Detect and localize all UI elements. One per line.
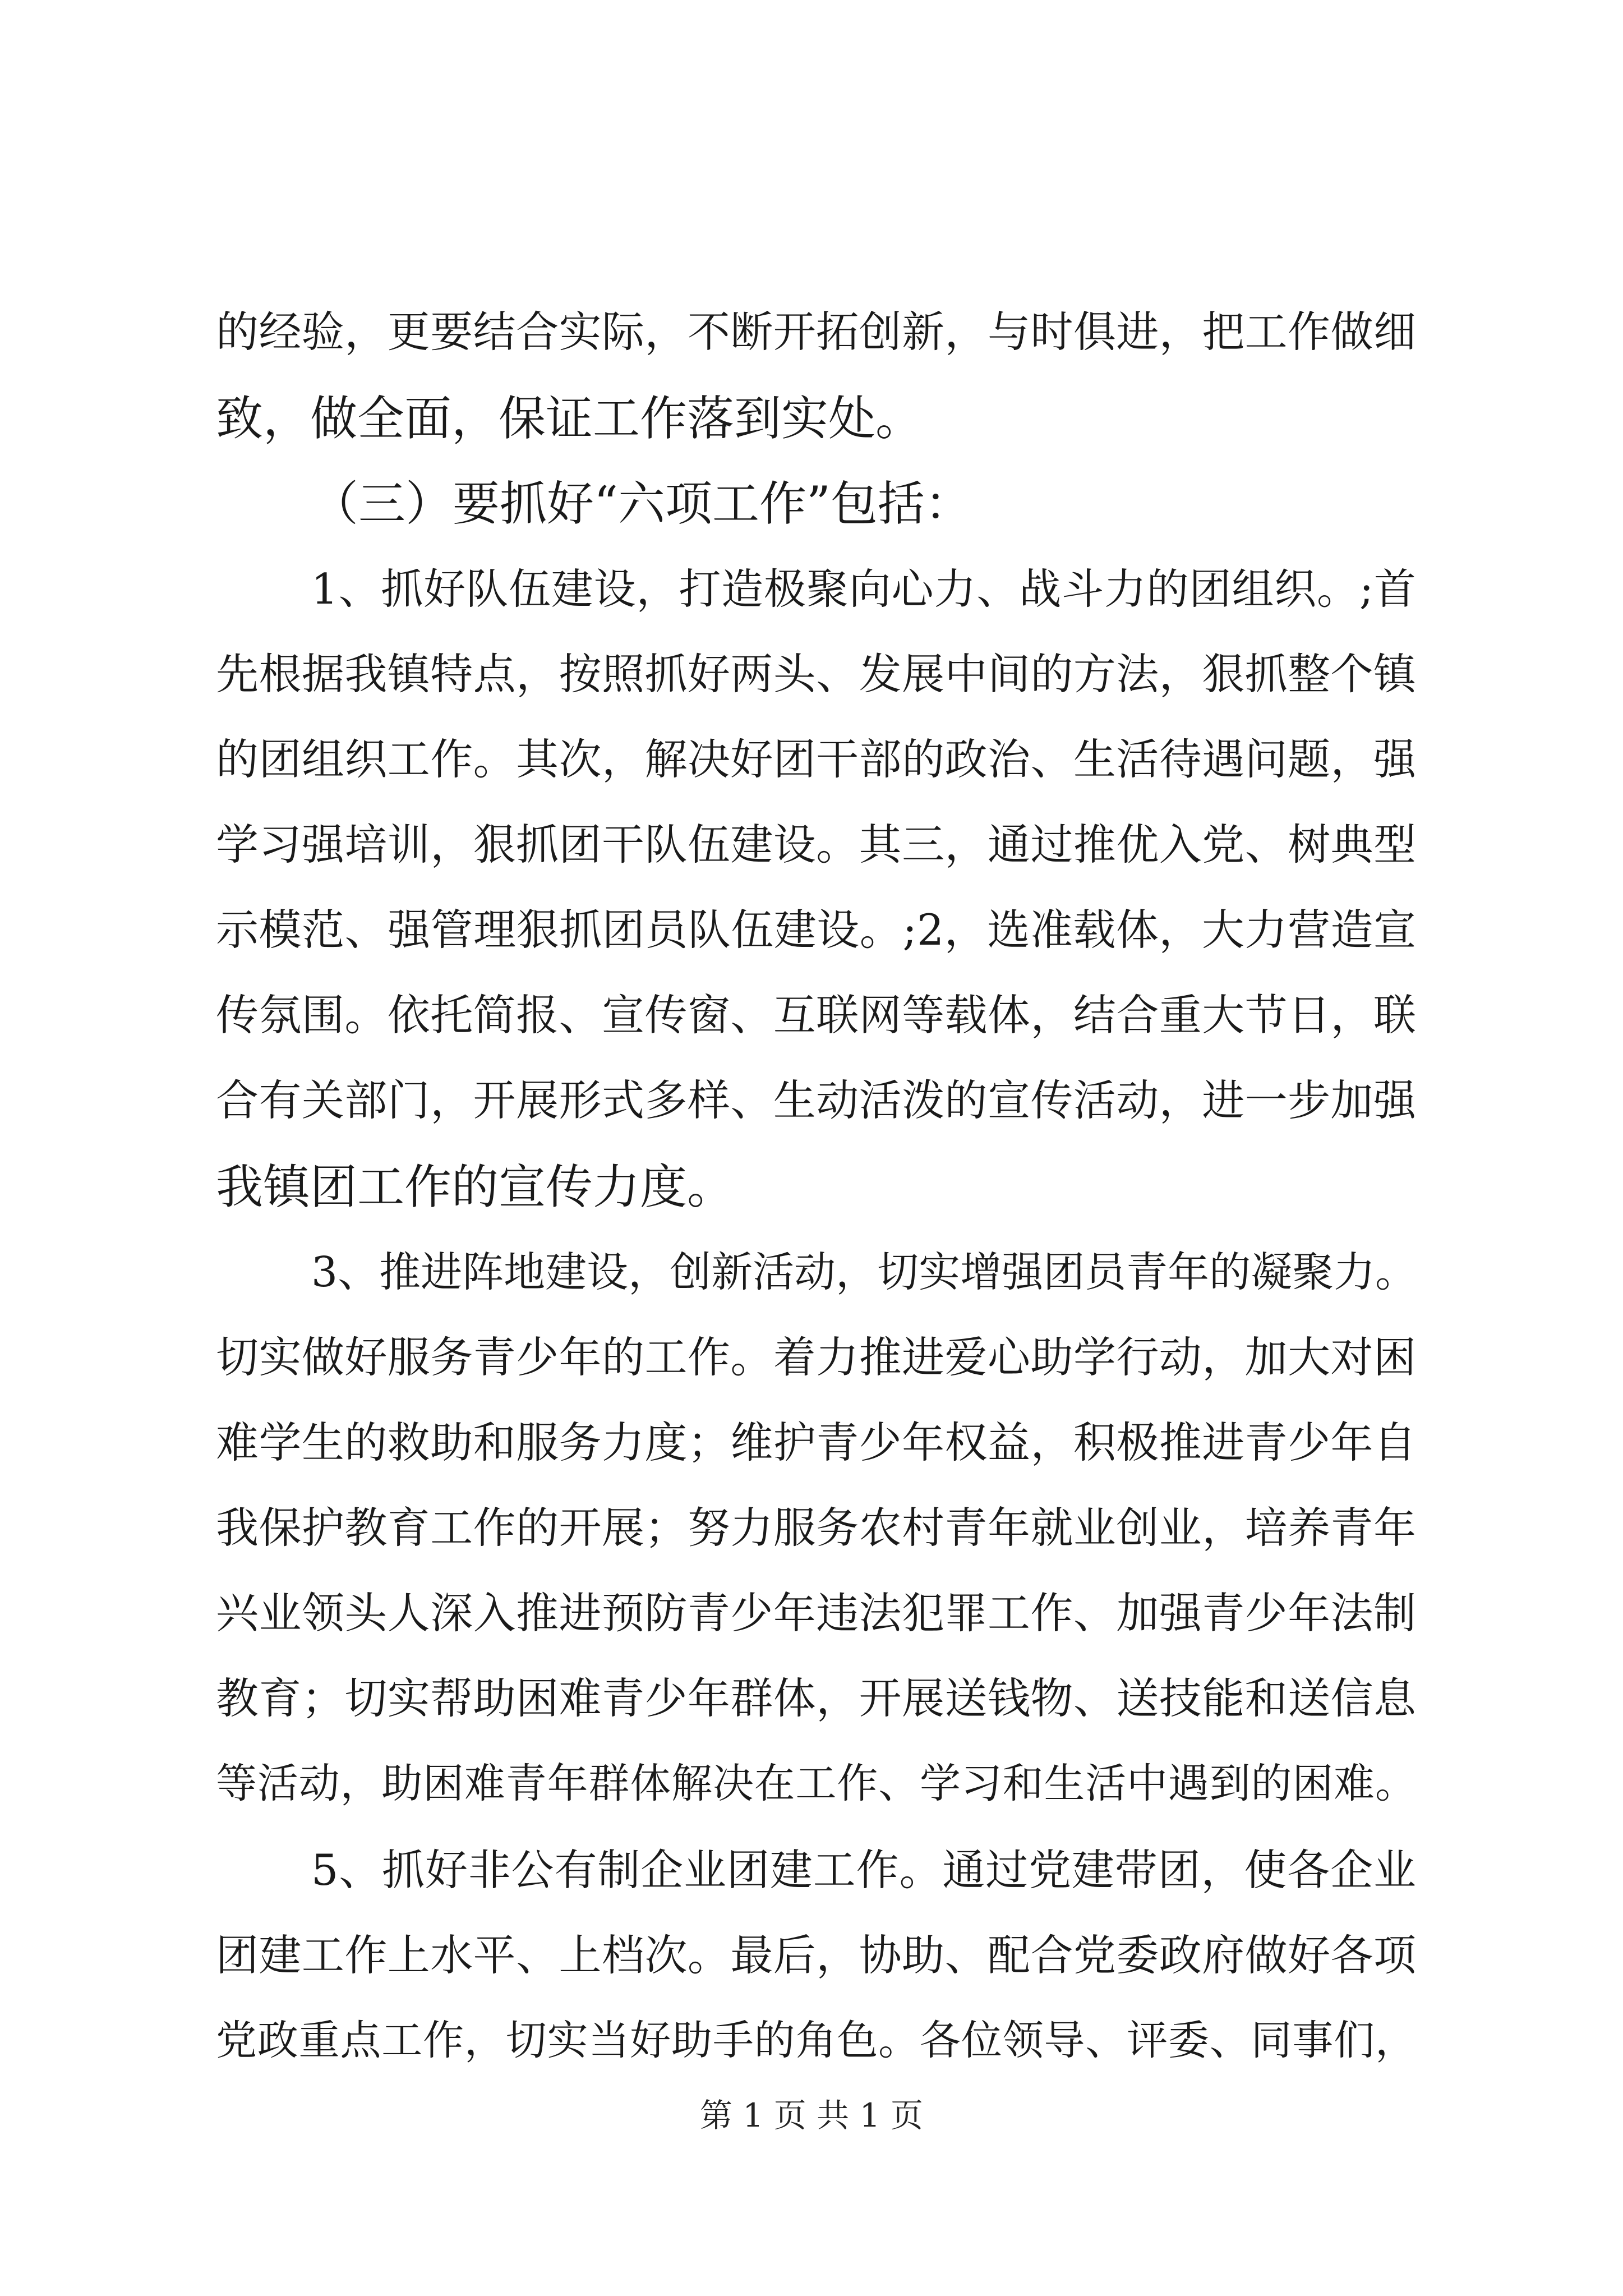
paragraph-line: 的团组织工作。其次，解决好团干部的政治、生活待遇问题，强 xyxy=(216,734,1416,784)
paragraph-line: 合有关部门，开展形式多样、生动活泼的宣传活动，进一步加强 xyxy=(216,1075,1416,1125)
paragraph-line: 3、推进阵地建设，创新活动，切实增强团员青年的凝聚力。 xyxy=(311,1248,1417,1296)
paragraph-line: 难学生的救助和服务力度；维护青少年权益，积极推进青少年自 xyxy=(216,1418,1416,1467)
paragraph-line: 先根据我镇特点，按照抓好两头、发展中间的方法，狠抓整个镇 xyxy=(216,649,1416,699)
paragraph-line: 传氛围。依托简报、宣传窗、互联网等载体，结合重大节日，联 xyxy=(216,990,1416,1040)
paragraph-line: 等活动，助困难青年群体解决在工作、学习和生活中遇到的困难。 xyxy=(216,1760,1416,1807)
paragraph-line: 1、抓好队伍建设，打造极聚向心力、战斗力的团组织。;首 xyxy=(311,564,1416,614)
paragraph-line: 学习强培训，狠抓团干队伍建设。其三，通过推优入党、树典型 xyxy=(216,820,1416,869)
paragraph-line: 切实做好服务青少年的工作。着力推进爱心助学行动，加大对困 xyxy=(216,1332,1416,1382)
paragraph-line: 我镇团工作的宣传力度。 xyxy=(216,1159,735,1214)
paragraph-line: 示模范、强管理狠抓团员队伍建设。;2，选准载体，大力营造宣 xyxy=(216,905,1416,955)
paragraph-line: 团建工作上水平、上档次。最后，协助、配合党委政府做好各项 xyxy=(216,1930,1416,1980)
paragraph-line: 党政重点工作，切实当好助手的角色。各位领导、评委、同事们， xyxy=(216,2017,1416,2064)
paragraph-line: 兴业领头人深入推进预防青少年违法犯罪工作、加强青少年法制 xyxy=(216,1588,1416,1638)
paragraph-line: 致，做全面，保证工作落到实处。 xyxy=(216,391,923,446)
section-heading: （三）要抓好“六项工作”包括： xyxy=(311,476,972,531)
paragraph-line: 的经验，更要结合实际，不断开拓创新，与时俱进，把工作做细 xyxy=(216,307,1416,357)
paragraph-line: 我保护教育工作的开展；努力服务农村青年就业创业，培养青年 xyxy=(216,1503,1416,1553)
paragraph-line: 5、抓好非公有制企业团建工作。通过党建带团，使各企业 xyxy=(311,1845,1416,1895)
paragraph-line: 教育；切实帮助困难青少年群体，开展送钱物、送技能和送信息 xyxy=(216,1673,1416,1723)
page-footer: 第 1 页 共 1 页 xyxy=(700,2096,923,2134)
